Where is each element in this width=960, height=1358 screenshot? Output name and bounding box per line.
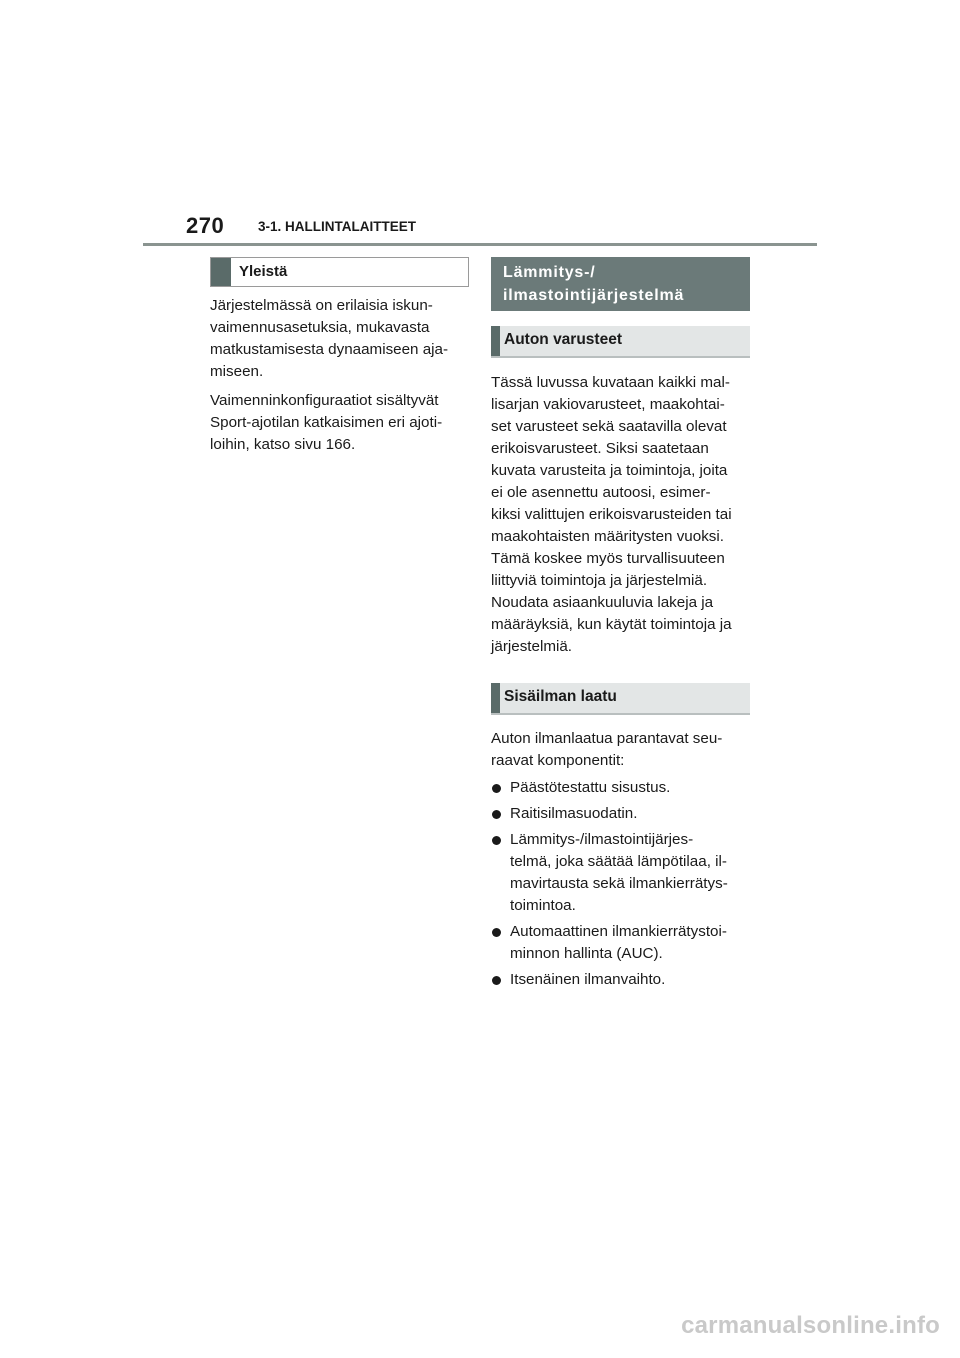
chapter-title: 3-1. HALLINTALAITTEET xyxy=(258,219,416,234)
heading-label: Auton varusteet xyxy=(504,331,622,348)
section-title-line2: ilmastointijärjestelmä xyxy=(503,287,685,304)
page-number: 270 xyxy=(186,213,225,238)
list-item: Automaattinen ilmankierrätystoi- minnon hallinta (AUC). xyxy=(491,921,750,965)
bullet-icon xyxy=(492,836,501,845)
paragraph-air-quality-intro: Auton ilmanlaatua parantavat seu- raavat komponentit: xyxy=(491,730,723,769)
paragraph-damping: Järjestelmässä on erilaisia iskun- vaimennusasetuksia, mukavasta matkustamisesta dynaamiseen aja- miseen. xyxy=(210,297,449,380)
bullet-icon xyxy=(492,928,501,937)
watermark: carmanualsonline.info xyxy=(681,1312,940,1339)
heading-label: Yleistä xyxy=(239,263,288,280)
heading-yleista xyxy=(210,257,469,287)
heading-marker xyxy=(491,326,500,356)
right-column xyxy=(491,257,750,995)
list-item: Itsenäinen ilmanvaihto. xyxy=(491,969,750,991)
bullet-icon xyxy=(492,810,501,819)
heading-label: Sisäilman laatu xyxy=(504,688,617,705)
bullet-icon xyxy=(492,784,501,793)
section-title-line1: Lämmitys-/ xyxy=(503,264,596,281)
heading-marker xyxy=(491,683,500,713)
paragraph-equipment: Tässä luvussa kuvataan kaikki mal- lisarjan vakiovarusteet, maakohtai- set varusteet sekä saatavilla olevat erikoisvarusteet. Siksi saatetaan kuvata varusteita ja toimintoja, joita ei ole asennettu autoosi, esimer- kiksi valittujen erikoisvarusteiden tai maakohtaisten määritysten vuoksi. Tämä koskee myös turvallisuuteen liittyviä toimintoja ja järjestelmiä. Noudata asiaankuuluvia lakeja ja määräyksiä, kun käytät toimintoja ja järjestelmiä. xyxy=(491,374,732,655)
list-item: Lämmitys-/ilmastointijärjes- telmä, joka säätää lämpötilaa, il- mavirtausta sekä ilmankierrätys- toimintoa. xyxy=(491,829,750,917)
left-column xyxy=(210,257,469,456)
heading-marker xyxy=(211,258,231,286)
list-item: Päästötestattu sisustus. xyxy=(491,777,750,799)
section-title-banner xyxy=(491,257,750,311)
air-quality-list xyxy=(491,777,750,991)
heading-auton-varusteet xyxy=(491,326,750,358)
heading-sisailman-laatu xyxy=(491,683,750,715)
list-item: Raitisilmasuodatin. xyxy=(491,803,750,825)
paragraph-damper-config: Vaimenninkonfiguraatiot sisältyvät Sport-ajotilan katkaisimen eri ajoti- loihin, katso sivu 166. xyxy=(210,392,443,453)
bullet-icon xyxy=(492,976,501,985)
header-divider xyxy=(143,243,817,246)
